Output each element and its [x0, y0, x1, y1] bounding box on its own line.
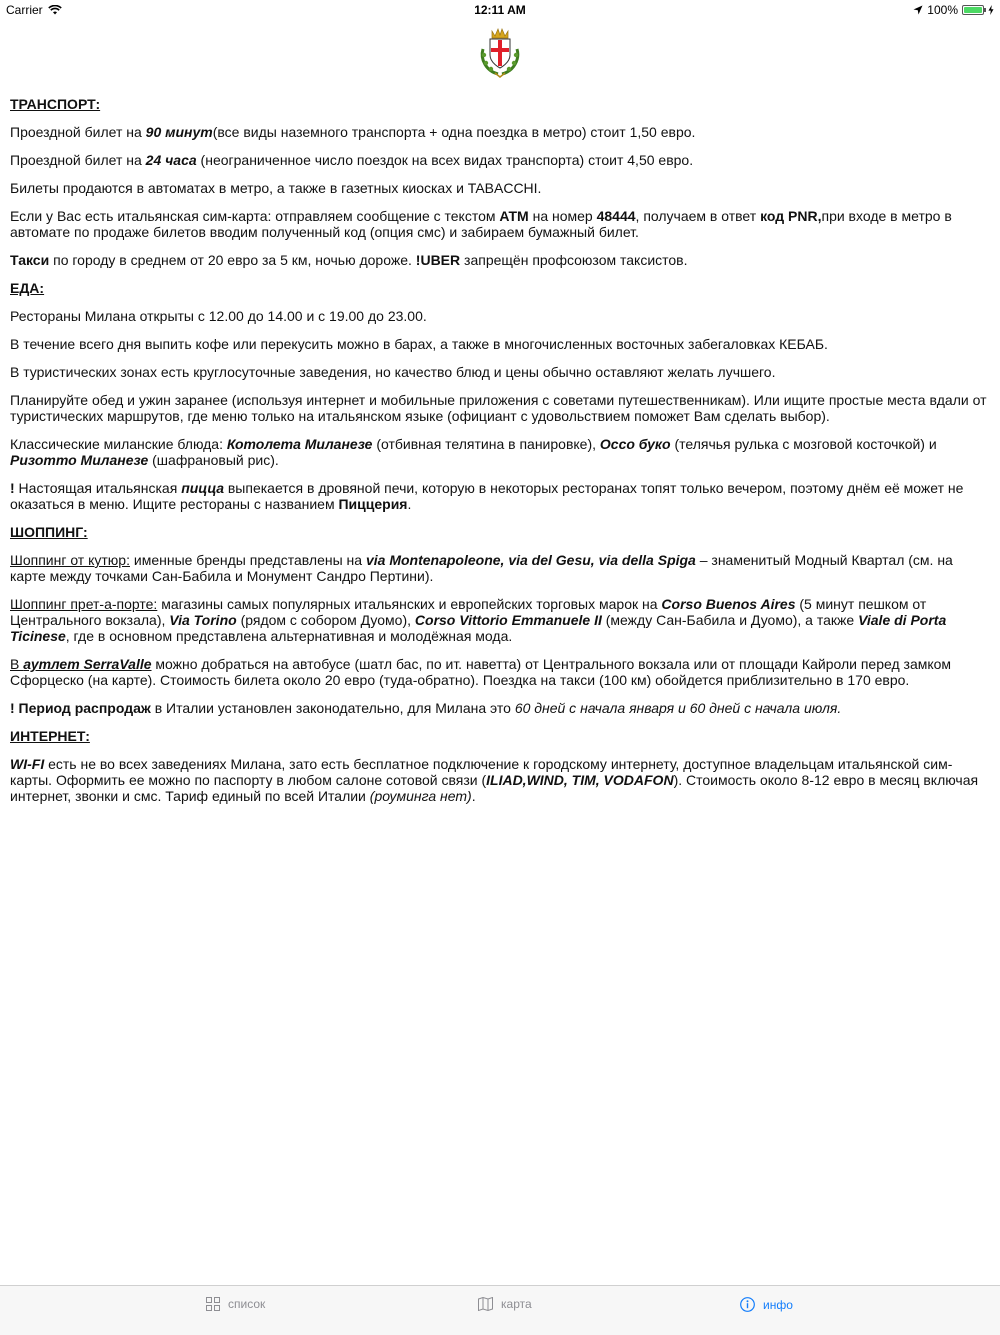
food-paragraph: В туристических зонах есть круглосуточные заведения, но качество блюд и цены обычно оставляют желать лучшего.	[10, 364, 776, 380]
food-paragraph: Планируйте обед и ужин заранее (используя интернет и мобильные приложения с советами путешественникам). Или ищите простые места вдали от туристических маршрутов, где меню только на итальянском языке (официант с удовольствием поможет Вам сделать выбор).	[10, 392, 987, 424]
section-heading-food: ЕДА:	[10, 280, 45, 296]
section-heading-shopping: ШОППИНГ:	[10, 524, 88, 540]
info-icon	[740, 1297, 755, 1312]
shopping-paragraph: ! Период распродаж в Италии установлен законодательно, для Милана это 60 дней с начала января и 60 дней с начала июля.	[10, 700, 842, 716]
status-right	[913, 3, 994, 17]
food-paragraph: ! Настоящая итальянская пицца выпекается в дровяной печи, которую в некоторых ресторанах топят только вечером, поэтому днём её может не оказаться в меню. Ищите рестораны с названием Пиццерия.	[10, 480, 964, 512]
transport-paragraph: Если у Вас есть итальянская сим-карта: отправляем сообщение с текстом ATM на номер 48444, получаем в ответ код PNR,при входе в метро в автомате по продаже билетов вводим полученный код (опция смс) и забираем бумажный билет.	[10, 208, 952, 240]
map-icon	[478, 1297, 493, 1311]
transport-paragraph: Проездной билет на 90 минут(все виды наземного транспорта + одна поездка в метро) стоит 1,50 евро.	[10, 124, 696, 140]
transport-paragraph: Такси по городу в среднем от 20 евро за 5 км, ночью дороже. !UBER запрещён профсоюзом таксистов.	[10, 252, 688, 268]
food-paragraph: Рестораны Милана открыты с 12.00 до 14.00 и с 19.00 до 23.00.	[10, 308, 427, 324]
tab-bar	[0, 1285, 1000, 1335]
food-paragraph: Классические миланские блюда: Котолета Миланезе (отбивная телятина в панировке), Оссо буко (телячья рулька с мозговой косточкой) и Ризотто Миланезе (шафрановый рис).	[10, 436, 937, 468]
tab-label: карта	[501, 1297, 532, 1311]
shopping-paragraph: Шоппинг от кутюр: именные бренды представлены на via Montenapoleone, via del Gesu, via della Spiga – знаменитый Модный Квартал (см. на карте между точками Сан-Бабила и Монумент Сандро Пертини).	[10, 552, 953, 584]
status-bar	[0, 0, 1000, 20]
tab-label: инфо	[763, 1297, 793, 1312]
tab-info[interactable]	[740, 1297, 793, 1312]
tab-list[interactable]	[206, 1297, 265, 1311]
tab-label: список	[228, 1297, 266, 1311]
grid-list-icon	[206, 1297, 220, 1311]
location-arrow-icon	[913, 5, 923, 15]
tab-map[interactable]	[478, 1297, 532, 1311]
shopping-paragraph: В аутлет SerraValle можно добраться на автобусе (шатл бас, по ит. наветта) от Центрального вокзала или от площади Кайроли перед замком Сфорцеско (на карте). Стоимость билета около 20 евро (туда-обратно). Поездка на такси (100 км) обойдется приблизительно в 170 евро.	[10, 656, 952, 688]
charging-bolt-icon	[988, 5, 994, 15]
shopping-paragraph: Шоппинг прет-а-порте: магазины самых популярных итальянских и европейских торговых марок на Corso Buenos Aires (5 минут пешком от Центрального вокзала), Via Torino (рядом с собором Дуомо), Corso Vittorio Emmanuele II (между Сан-Бабила и Дуомо), а также Viale di Porta Ticinese, где в основном представлена альтернативная и молодёжная мода.	[10, 596, 947, 644]
section-heading-internet: ИНТЕРНЕТ:	[10, 728, 90, 744]
carrier-label: Carrier	[6, 3, 43, 17]
clock: 12:11 AM	[474, 3, 526, 17]
section-heading-transport: ТРАНСПОРТ:	[10, 96, 101, 112]
transport-paragraph: Билеты продаются в автоматах в метро, а также в газетных киосках и TABACCHI.	[10, 180, 542, 196]
info-content	[10, 96, 992, 816]
internet-paragraph: WI-FI есть не во всех заведениях Милана, зато есть бесплатное подключение к городскому интернету, доступное владельцам итальянской сим-карты. Оформить ее можно по паспорту в любом салоне сотовой связи (ILIAD,WIND, TIM, VODAFON). Стоимость около 8-12 евро в месяц включая интернет, звонки и смс. Тариф единый по всей Италии (роуминга нет).	[10, 756, 979, 804]
milan-coat-of-arms-icon	[478, 27, 522, 79]
battery-icon	[962, 5, 984, 15]
food-paragraph: В течение всего дня выпить кофе или перекусить можно в барах, а также в многочисленных восточных забегаловках КЕБАБ.	[10, 336, 828, 352]
transport-paragraph: Проездной билет на 24 часа (неограниченное число поездок на всех видах транспорта) стоит 4,50 евро.	[10, 152, 694, 168]
battery-percent: 100%	[927, 3, 958, 17]
